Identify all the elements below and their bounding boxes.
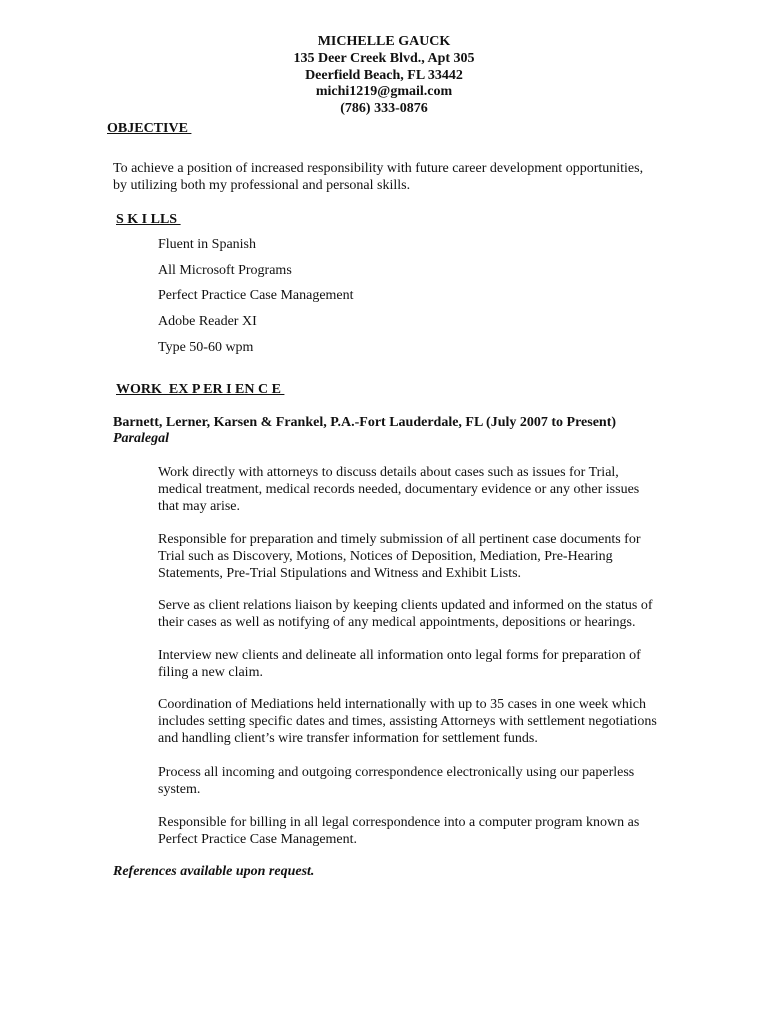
address-line-1: 135 Deer Creek Blvd., Apt 305 bbox=[293, 50, 475, 66]
duty-paragraph: Process all incoming and outgoing correspondence electronically using our paperless system. bbox=[158, 765, 635, 797]
objective-text: To achieve a position of increased responsibility with future career development opportunities, by utilizing both my professional and personal skills. bbox=[113, 161, 644, 193]
employer-line: Barnett, Lerner, Karsen & Frankel, P.A.-Fort Lauderdale, FL (July 2007 to Present) bbox=[113, 415, 617, 430]
skill-item: Perfect Practice Case Management bbox=[158, 288, 354, 303]
email-address: michi1219@gmail.com bbox=[315, 84, 453, 100]
work-experience-heading: WORK EX P ER I EN C E bbox=[116, 382, 285, 397]
objective-heading: OBJECTIVE bbox=[107, 121, 192, 136]
duty-paragraph: Responsible for billing in all legal correspondence into a computer program known as Perfect Practice Case Management. bbox=[158, 815, 640, 847]
duty-paragraph: Serve as client relations liaison by keeping clients updated and informed on the status of their cases as well as notifying of any medical appointments, depositions or hearings. bbox=[158, 598, 653, 630]
job-role: Paralegal bbox=[113, 431, 169, 446]
contact-header bbox=[0, 34, 768, 118]
phone-number: (786) 333-0876 bbox=[340, 101, 428, 117]
references-note: References available upon request. bbox=[113, 864, 315, 879]
skill-item: All Microsoft Programs bbox=[158, 263, 292, 278]
skill-item: Fluent in Spanish bbox=[158, 237, 257, 252]
duty-paragraph: Responsible for preparation and timely submission of all pertinent case documents for Trial such as Discovery, Motions, Notices of Deposition, Mediation, Pre-Hearing Statements, Pre-Trial Stipulations and Witness and Exhibit Lists. bbox=[158, 532, 641, 581]
skill-item: Type 50-60 wpm bbox=[158, 340, 254, 355]
skill-item: Adobe Reader XI bbox=[158, 314, 257, 329]
duty-paragraph: Interview new clients and delineate all information onto legal forms for preparation of filing a new claim. bbox=[158, 648, 641, 680]
address-line-2: Deerfield Beach, FL 33442 bbox=[305, 67, 463, 83]
duty-paragraph: Work directly with attorneys to discuss details about cases such as issues for Trial, medical treatment, medical records needed, documentary evidence or any other issues that may arise. bbox=[158, 465, 640, 514]
skills-heading: S K I LLS bbox=[116, 212, 181, 227]
duty-paragraph: Coordination of Mediations held internationally with up to 35 cases in one week which includes setting specific dates and times, assisting Attorneys with settlement negotiations and handling client’s wire transfer information for settlement funds. bbox=[158, 697, 657, 746]
applicant-name: MICHELLE GAUCK bbox=[317, 34, 451, 49]
